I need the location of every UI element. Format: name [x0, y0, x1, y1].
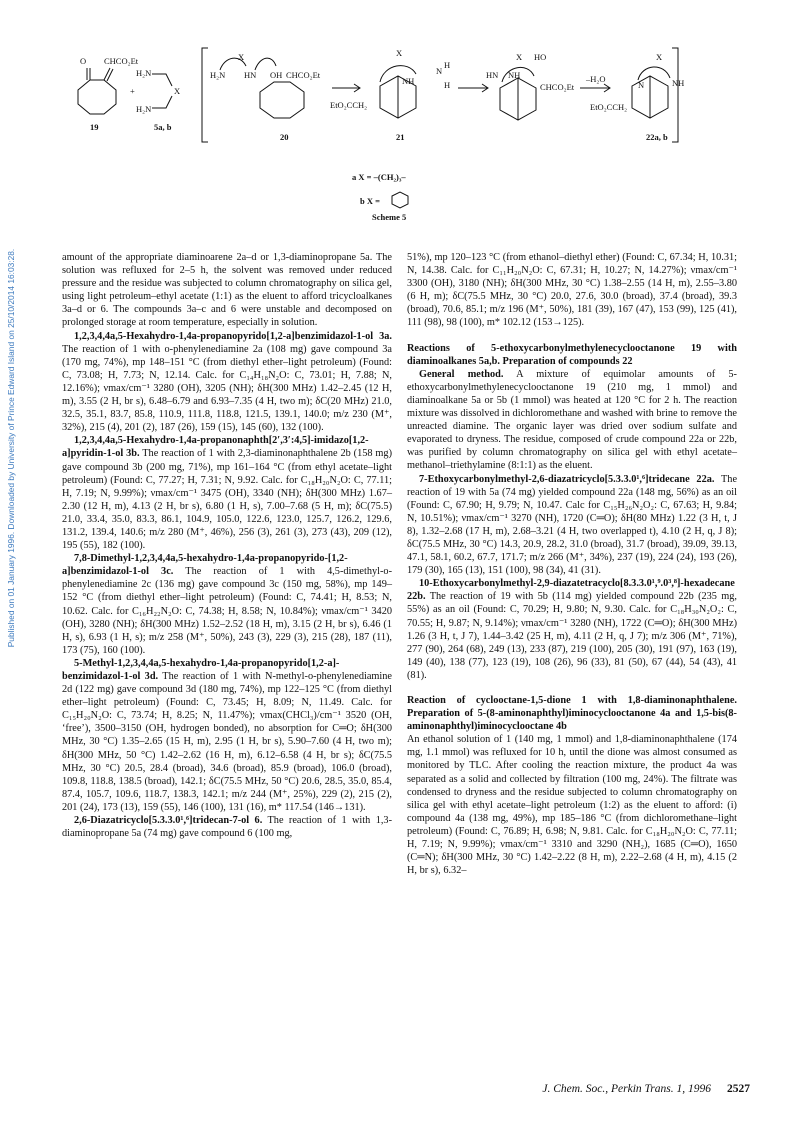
- entry-heading: General method.: [419, 368, 504, 380]
- label-hn-int: HN: [486, 70, 499, 80]
- label-plus: +: [130, 86, 135, 96]
- label-compound-20: 20: [280, 132, 289, 142]
- label-h1-21: H: [444, 60, 451, 70]
- label-n-21: N: [436, 66, 443, 76]
- entry-text: The reaction of 1 with o-phenylenediamine 2a (108 mg) gave compound 3a (170 mg, 74%), mp 148–151 °C (from diethyl ether–light petroleum) (Found: C, 73.08; H, 7.73; N, 12.14. Calc. for C₁₄H₁₈N₂O: C, 73.01; H, 7.88; N, 12.16%); νmax/cm⁻¹ 3280 (OH), 3205 (NH); δH(300 MHz) 1.42–2.45 (12 H, m), 3.55 (2 H, br s), 6.48–6.79 and 6.93–7.35 (4 H, two m); δC(20 MHz) 21.0, 32.5, 35.1, 83.7, 85.8, 110.9, 111.8, 118.8, 121.5, 139.1, 140.0; m/z 230 (M⁺, 32%), 215 (4), 201 (2), 187 (26), 159 (15), 145 (60), 132 (100).: [62, 343, 392, 434]
- section-heading: Reactions of 5-ethoxycarbonylmethylenecyclooctanone 19 with diaminoalkanes 5a,b. Preparation of compounds 22: [407, 342, 737, 367]
- label-h2-21: H: [444, 80, 451, 90]
- label-hn-20: HN: [244, 70, 257, 80]
- label-o: O: [80, 56, 87, 66]
- entry-text: The reaction of 1 with 2,3-diaminonaphthalene 2b (158 mg) gave compound 3b (200 mg, 71%), mp 161–164 °C (from ethyl acetate–light petroleum) (Found: C, 77.27; H, 7.31; N, 9.92. Calc. for C₁₈H₂₀N₂O: C, 77.11; H, 7.19; N, 9.99%); νmax/cm⁻¹ 3475 (OH), 3340 (NH); δH(300 MHz) 1.67–2.30 (12 H, m), 4.13 (2 H, br s), 6.80 (1 H, s), 7.00–7.68 (5 H, m); δC(75.5) 21.0, 33.4, 35.0, 83.3, 86.1, 104.9, 105.0, 122.6, 123.0, 125.7, 126.2, 129.6, 131.2, 139.4, 140.6; m/z 280 (M⁺, 46%), 256 (3), 261 (3), 273 (43), 209 (12), 195 (55), 182 (100).: [62, 448, 393, 552]
- right-column: [407, 251, 737, 877]
- label-n-22: N: [638, 80, 645, 90]
- label-nh-21: NH: [402, 76, 415, 86]
- experimental-entry: [62, 330, 392, 435]
- entry-heading: 10-Ethoxycarbonylmethyl-2,9-diazatetracyclo[8.3.3.0¹,⁹.0³,⁸]-hexadecane 22b.: [407, 578, 735, 603]
- entry-heading: 7-Ethoxycarbonylmethyl-2,6-diazatricyclo[5.3.3.0¹,⁶]tridecane 22a.: [419, 473, 715, 485]
- ring-19: [78, 80, 116, 114]
- label-x-5: X: [174, 86, 181, 96]
- experimental-entry: [407, 368, 737, 473]
- label-oh-20: OH: [270, 70, 283, 80]
- experimental-entry: [62, 657, 392, 814]
- label-minus-water: –H₂O: [586, 74, 606, 84]
- label-chco2et-int: CHCO₂Et: [540, 82, 575, 92]
- experimental-entry: [407, 577, 737, 682]
- page-number: 2527: [727, 1083, 750, 1095]
- entry-text: The reaction of 1 with N-methyl-o-phenylenediamine 2d (122 mg) gave compound 3d (180 mg, 74%), mp 122–125 °C (from diethyl ether–light petroleum) (Found: C, 73.45; H, 8.09; N, 11.49. Calc. for C₁₅H₂₀N₂O: C, 73.74; H, 8.25; N, 11.47%); νmax(CHCl₃)/cm⁻¹ 3520 (OH, ‘free’), 3500–3150 (OH, hydrogen bonded), no absorption for C═O; δH(300 MHz, 30 °C) 1.35–2.65 (15 H, m), 2.95 (1 H, br s), 5.90–7.60 (4 H, two m); δH(300 MHz, 50 °C) 1.42–2.62 (16 H, m), 6.12–6.58 (4 H, br s); δC(75.5 MHz, 30 °C) 20.5, 28.4 (broad), 34.6 (broad), 85.9 (broad), 106.0 (broad), 109.8, 118.8, 138.5 (broad), 142.1; δC(75.5 MHz, 50 °C) 20.6, 28.5, 35.0, 85.4, 87.4, 105.7, 109.6, 118.7, 138.3, 142.1; m/z 244 (M⁺, 25%), 229 (2), 215 (2), 201 (24), 173 (13), 159 (55), 146 (100), 131 (16), m* 117.54 (146→131).: [62, 671, 393, 813]
- label-x-21: X: [396, 48, 403, 58]
- experimental-entry: [62, 434, 392, 552]
- journal-citation: J. Chem. Soc., Perkin Trans. 1, 1996: [542, 1083, 711, 1095]
- entry-heading: 2,6-Diazatricyclo[5.3.3.0¹,⁶]tridecan-7-ol 6.: [74, 815, 263, 827]
- label-ho-int: HO: [534, 52, 547, 62]
- left-column: [62, 251, 392, 840]
- label-h2n-20: H₂N: [210, 70, 226, 80]
- entry-text: A mixture of equimolar amounts of 5-ethoxycarbonylmethylenecyclooctanone 19 (210 mg, 1 mmol) and diaminoalkane 5a or 5b (1 mmol) was heated at 120 °C for 2 h. The reaction mixture was dissolved in dichloromethane and washed with brine to remove the unreacted diamine. The organic layer was dried over sodium sulfate and evaporated to dryness. The residue, composed of crude compound 22a or 22b, was purified by column chromatography on silica gel with ethyl acetate–methanol–triethylamine (8:1:1) as the eluent.: [407, 368, 737, 472]
- section-heading: Reaction of cyclooctane-1,5-dione 1 with 1,8-diaminonaphthalene. Preparation of 5-(8-aminonaphthyl)iminocyclooctanone 4a and 1,5-bis(8-aminonaphthyl)iminocyclooctane 4b: [407, 695, 737, 733]
- paragraph: An ethanol solution of 1 (140 mg, 1 mmol) and 1,8-diaminonaphthalene (174 mg, 1.1 mmol) was refluxed for 10 h, until the dione was almost consumed as monitored by TLC. After cooling the reaction mixture, the product 4a was separated as a solid and collected by filtration (100 mg, 24%). The filtrate was condensed to dryness and the residue subjected to column chromatography on silica gel with ethyl acetate–light petroleum (1:2) as the eluent to afford: (i) compound 4a (138 mg, 49%), mp 185–186 °C (from dichloromethane–light petroleum) (Found: C, 76.89; H, 6.98; N, 9.81. Calc. for C₁₈H₂₀N₂O: C, 77.11; H, 7.19; N, 9.99%); νmax/cm⁻¹ 3310 and 3290 (NH₂), 1685 (C═O), 1650 (C═N); δH(300 MHz, 30 °C) 1.42–2.22 (8 H, m), 2.22–2.68 (4 H, m), 4.15 (2 H, br s), 6.32–: [407, 734, 737, 877]
- entry-text: The reaction of 1 with 4,5-dimethyl-o-phenylenediamine 2c (136 mg) gave compound 3c (150 mg, 58%), mp 149–152 °C (from diethyl ether–light petroleum) (Found: C, 74.41; H, 8.53; N, 10.62. Calc. for C₁₆H₂₂N₂O: C, 74.38; H, 8.58; N, 10.84%); νmax/cm⁻¹ 3420 (OH), 3280 (NH); δH(300 MHz) 1.52–2.52 (18 H, m), 3.15 (2 H, br s), 6.46 (1 H, s), 6.93 (1 H, s); m/z 258 (M⁺, 50%), 243 (3), 229 (3), 215 (28), 187 (11), 173 (75), 160 (100).: [62, 566, 393, 656]
- label-x-int: X: [516, 52, 523, 62]
- paragraph: 51%), mp 120–123 °C (from ethanol–diethyl ether) (Found: C, 67.34; H, 10.31; N, 14.38. Calc. for C₁₁H₂₀N₂O: C, 67.31; H, 10.27; N, 14.27%); νmax/cm⁻¹ 3300 (OH), 3180 (NH); δH(300 MHz, 30 °C) 1.38–2.55 (14 H, m), 2.55–3.80 (6 H, m); δC(75.5 MHz, 30 °C) 20.0, 27.6, 30.0 (broad), 37.4 (broad), 39.3 (broad), 70.6, 85.1; m/z 196 (M⁺, 50%), 181 (39), 167 (47), 153 (99), 125 (41), 111 (98), 98 (100), m* 102.12 (153→125).: [407, 252, 737, 329]
- entry-heading: 5-Methyl-1,2,3,4,4a,5-hexahydro-1,4a-propanopyrido[1,2-a]-benzimidazol-1-ol 3d.: [62, 657, 340, 682]
- scheme-drawing: [60, 30, 750, 250]
- label-compound-19: 19: [90, 122, 99, 132]
- label-eto2cch2-22: EtO₂CCH₂: [590, 102, 628, 112]
- scheme-title: Scheme 5: [372, 212, 407, 222]
- label-nh-int: NH: [508, 70, 521, 80]
- label-x-22: X: [656, 52, 663, 62]
- label-x-20: X: [238, 52, 245, 62]
- publication-note: Published on 01 January 1996. Downloaded by University of Prince Edward Island on 25/10/2014 16:03:28.: [6, 248, 16, 648]
- label-chco2et-20: CHCO₂Et: [286, 70, 321, 80]
- cyclohexane-icon: [392, 192, 408, 208]
- label-compound-5: 5a, b: [154, 122, 172, 132]
- page-footer: [470, 1083, 750, 1095]
- label-nh-22: NH: [672, 78, 685, 88]
- paragraph: amount of the appropriate diaminoarene 2a–d or 1,3-diaminopropane 5a. The solution was refluxed for 2–5 h, the solvent was removed under reduced pressure and the residue was subjected to column chromatography on silica gel, using light petroleum–ethyl acetate (1:1) as the eluent to afford tricycloalkanes 3a–d or 6. The compounds 3a–c and 6 were unstable and decomposed on prolonged storage at room temperature, especially in solution.: [62, 252, 392, 329]
- experimental-entry: [62, 814, 392, 840]
- scheme-figure: [60, 30, 750, 250]
- entry-text: The reaction of 19 with 5b (114 mg) yielded compound 22b (235 mg, 55%) as an oil (Found: C, 70.29; H, 9.80; N, 9.30. Calc. for C₁₈H₃₀N₂O₂: C, 70.55; H, 9.87; N, 9.14%); νmax/cm⁻¹ 3280 (NH), 1722 (C═O); δH(300 MHz) 1.26 (3 H, t, J 7), 1.44–3.42 (25 H, m), 4.11 (2 H, q, J 7); m/z 306 (M⁺, 71%), 277 (90), 264 (68), 249 (13), 233 (87), 219 (100), 205 (30), 191 (97), 163 (19), 149 (40), 138 (77), 123 (19), 108 (26), 96 (33), 81 (50), 67 (44), 54 (43), 41 (81).: [407, 591, 737, 681]
- entry-text: The reaction of 19 with 5a (74 mg) yielded compound 22a (148 mg, 56%) as an oil (Found: C, 67.90; H, 9.79; N, 10.47. Calc for C₁₅H₂₆N₂O₂: C, 67.63; H, 9.84; N, 10.51%); νmax/cm⁻¹ 3270 (NH), 1720 (C═O); δH(80 MHz) 1.22 (3 H, t, J 8), 1.32–2.68 (17 H, m), 2.68–3.21 (4 H, two overlapped t), 4.10 (2 H, q, J 8); δC(75.5 MHz, 30 °C) 14.3, 20.9, 28.2, 31.0 (broad), 31.7 (broad), 39.09, 39.13, 47.1, 58.1, 60.2, 67.7, 171.7; m/z 266 (M⁺, 34%), 237 (19), 224 (24), 193 (26), 179 (30), 165 (13), 151 (100), 98 (34), 41 (31).: [407, 473, 738, 577]
- entry-heading: 7,8-Dimethyl-1,2,3,4,4a,5-hexahydro-1,4a-propanopyrido-[1,2-a]benzimidazol-1-ol 3c.: [62, 553, 348, 578]
- side-note: [4, 170, 18, 730]
- entry-heading: 1,2,3,4,4a,5-Hexahydro-1,4a-propanonaphth[2′,3′:4,5]-imidazo[1,2-a]pyridin-1-ol 3b.: [62, 435, 369, 460]
- label-chco2et: CHCO₂Et: [104, 56, 139, 66]
- ring-20: [260, 82, 304, 118]
- label-compound-21: 21: [396, 132, 405, 142]
- label-h2n-top: H₂N: [136, 68, 152, 78]
- legend-b: b X =: [360, 196, 380, 206]
- experimental-entry: [407, 473, 737, 578]
- legend-a: a X = –(CH₂)₃–: [352, 172, 406, 182]
- entry-text: The reaction of 1 with 1,3-diaminopropane 5a (74 mg) gave compound 6 (100 mg,: [62, 815, 393, 840]
- entry-heading: 1,2,3,4,4a,5-Hexahydro-1,4a-propanopyrido[1,2-a]benzimidazol-1-ol 3a.: [74, 330, 392, 342]
- label-compound-22: 22a, b: [646, 132, 668, 142]
- label-eto2cch2-21: EtO₂CCH₂: [330, 100, 368, 110]
- label-h2n-bottom: H₂N: [136, 104, 152, 114]
- experimental-entry: [62, 552, 392, 657]
